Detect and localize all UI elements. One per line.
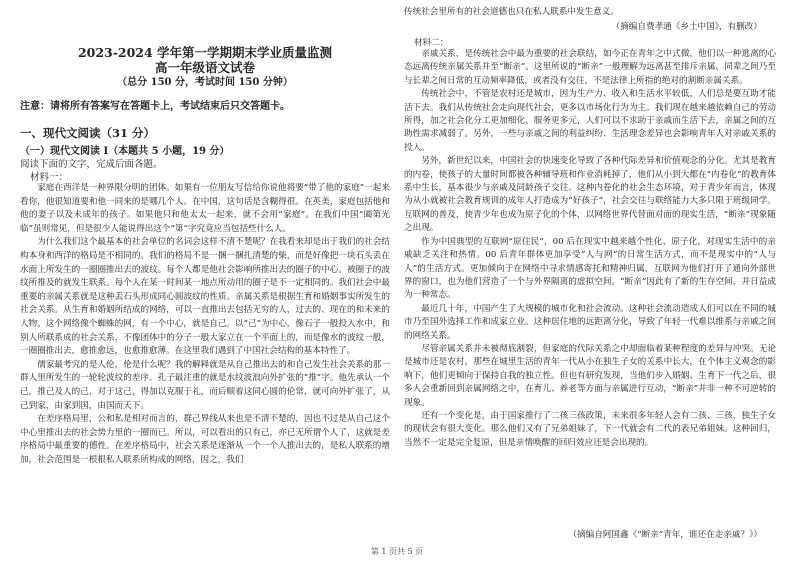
source-citation-one: （摘编自费孝通《乡土中国》，有删改） bbox=[611, 22, 762, 32]
material-two-label: 材料二： bbox=[414, 38, 449, 48]
paragraph: 在差序格局里，公和私是相对而言的，群己界线从来也是不清不楚的，因也不过是从自己这个中心里推出去的社会势力里的一圈而已。所以，可以看出的只有己，亦已无所谓个人了，这就是差序格局中最重要的德性。在差序格局中，社会关系是逐渐从一个一个人推出去的，是私人联系的增加，社会范围是一根根私人联系所构成的网络，因之，我们 bbox=[20, 414, 390, 465]
paragraph: 传统社会里所有的社会道德也只在私人联系中发生意义。 bbox=[404, 7, 619, 17]
paragraph: 儒家最考究的是人伦，伦是什么呢？我的解释就是从自己推出去的和自己发生社会关系的那一群人里所发生的一轮轮波纹的差序。孔子最注重的就是水纹波浪向外扩张的“推”字。他先承认一个己，推己及人的己，对于这己，得加以克服于礼，而后顺着这同心圆的伦常，就可向外扩张了，从己到家，由家到国，由国而天下。 bbox=[20, 359, 390, 411]
exam-score-time: （总分 150 分，考试时间 150 分钟） bbox=[117, 77, 293, 88]
paragraph: 还有一个变化是，由于国家推行了二孩三孩政策，未来很多年轻人会有二孩、三孩，独生子女的现状会有很大变化。那么他们又有了兄弟姐妹了，下一代就会有二代的表兄弟姐妹。这种回归，当然不一定是完全复原，但是亲情唤醒的回归效应还是会出现的。 bbox=[404, 410, 776, 448]
continuation-line bbox=[404, 6, 776, 19]
paragraph: 家庭在西洋是一种界限分明的团体。如果有一位朋友写信给你说他将要“带了他的家庭”一起来看你，他很知道要和他一同来的是哪几个人。在中国，这句话是含糊得很。在英美，家庭包括他和他的妻子以及未成年的孩子。如果他只和他太太一起来，就不会用“家庭”。在我们中国“阖第光临”虽则常见，但是很少人能说得出这个“第”字究竟应当包括些什么人。 bbox=[20, 183, 390, 234]
page-number: 第 1 页共 5 页 bbox=[370, 547, 424, 556]
section-heading: 一、现代文阅读（31 分） bbox=[20, 126, 156, 140]
paragraph: 最近几十年，中国产生了大规模的城市化和社会流动。这种社会流动造成人们可以在不同的城市乃至国外选择工作和成家立业。这种居住地的远距离分化，导致了年轻一代难以维系与亲戚之间的网络关系。 bbox=[404, 303, 776, 341]
paragraph: 另外，新世纪以来，中国社会的快速变化导致了各种代际差异和价值观念的分化。尤其是教育的内卷，使孩子的大量时间都被各种辅导班和作业消耗掉了，他们从小到大都在“内卷化”的教育体系中生长，基本很少与亲戚及同龄孩子交往。这种内卷化的社会生态环境，对于青少年而言，体现为从小就被社会教育规训的成年人打造成为“好孩子”，社会交往与联络能力大多只限于班级同学。互联网的普及，使青少年也成为原子化的个体，以网络世界代替面对面的现实生活，“断亲”现象随之出现。 bbox=[404, 156, 776, 234]
subsection-heading: （一）现代文阅读 I（本题共 5 小题，19 分） bbox=[20, 146, 230, 157]
exam-notice: 注意：请将所有答案写在答题卡上，考试结束后只交答题卡。 bbox=[20, 101, 290, 112]
paragraph: 传统社会中，不管是农村还是城市，因为生产力、收入和生活水平较低，人们总是要互助才能活下去。我们从传统社会走向现代社会，更多以市场化行为为主。我们现在越来越依赖自己的劳动所得，加之社会化分工更加细化、服务更多元，人们可以不求助于亲戚而生活下去，亲属之间的互助性需求减弱了。另外，一些与亲戚之间的利益纠纷、生活理念差异也会影响青年人对亲戚关系的投入。 bbox=[404, 89, 776, 153]
reading-instruction: 阅读下面的文字，完成后面各题。 bbox=[20, 159, 163, 170]
paragraph: 亲戚关系，是传统社会中最为重要的社会联结，如今正在青年之中式微，他们以一种逃离的心态远离传统亲属关系并至“断亲”。这里所说的“断亲”一般理解为远离甚至排斥亲属，同辈之间乃至与长辈之间日常的互动频率降低，或者没有交往，不是法律上所指的绝对的割断亲属关系。 bbox=[404, 49, 776, 86]
material-one-label: 材料一： bbox=[30, 172, 69, 183]
material-one-text bbox=[20, 182, 390, 536]
paragraph: 为什么我们这个最基本的社会单位的名词会这样不清不楚呢？在我看来却是出于我们的社会结构本身和西洋的格局是不相同的。我们的格局不是一捆一捆扎清楚的柴，而是好像把一块石头丢在水面上所发生的一圈圈推出去的波纹。每个人都是他社会影响所推出去的圈子的中心。被圈子的波纹所推及的就发生联系。每个人在某一时间某一地点所动用的圈子是不一定相同的。我们社会中最重要的亲属关系就是这种丢石头形成同心圆波纹的性质。亲属关系是根据生育和婚姻事实所发生的社会关系。从生育和婚姻所结成的网络，可以一直推出去包括无穷的人，过去的、现在的和未来的人物。这个网络像个蜘蛛的网，有一个中心，就是自己。以“己”为中心，像石子一般投入水中，和别人所联系成的社会关系，不像团体中的分子一般大家立在一个平面上的，而是像水的波纹一般，一圈圈推出去，愈推愈远，也愈推愈薄。在这里我们遇到了中国社会结构的基本特性了。 bbox=[20, 237, 390, 357]
paragraph: 尽管亲属关系并未被彻底割裂，但家庭的代际关系之中却面临着某种程度的差异与冲突。无论是城市还是农村，那些在城里生活的青年一代从小在独生子女的关系中长大，在个体主义观念的影响下，他们更倾向于保持自我的独立性。但也有研究发现，当他们步入婚姻、生育下一代之后，很多人会重新回到亲属网络之中，在育儿、养老等方面与亲属进行互动，“断亲”并非一种不可逆转的现象。 bbox=[404, 343, 776, 408]
material-two-text bbox=[404, 48, 776, 526]
source-citation-two: （摘编自阿国鑫《“断亲”青年，谁还在走亲戚？》） bbox=[568, 530, 762, 540]
exam-grade-title: 高一年级语文试卷 bbox=[154, 60, 255, 75]
exam-title: 2023-2024 学年第一学期期末学业质量监测 bbox=[77, 45, 333, 60]
paragraph: 作为中国典型的互联网“原住民”，00 后在现实中越来越个性化、原子化，对现实生活中的亲戚缺乏关注和热情。00 后青年群体更加享受“人与网”的日常生活方式，而不是现实中的“人与人”的生活方式。更加倾向于在网络中寻求情感寄托和精神归属，互联网为他们打开了通向外部世界的窗口，也为他们营造了一个与外界隔离的虚拟空间。“断亲”因此有了新的生存空间，并日益成为一种常态。 bbox=[404, 236, 776, 301]
